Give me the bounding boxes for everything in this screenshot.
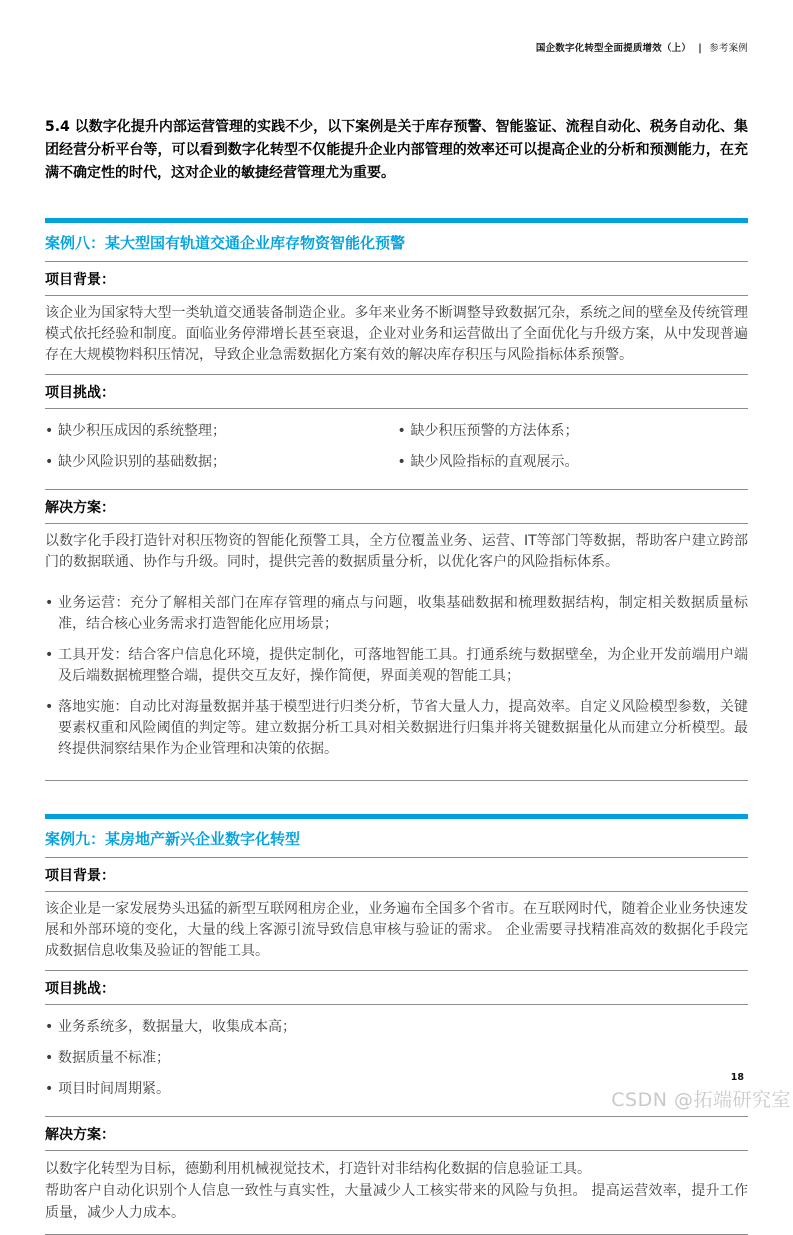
challenges-right-column [396, 409, 749, 489]
solution-item: • 业务运营：充分了解相关部门在库存管理的痛点与问题，收集基础数据和梳理数据结构，制定相关数据质量标准，结合核心业务需求打造智能化应用场景； [45, 593, 748, 635]
challenges-left-column [45, 409, 396, 489]
solution-bullet-list [45, 581, 748, 776]
challenge-item: • 项目时间周期紧。 [45, 1079, 748, 1100]
case-8-challenges-list [45, 409, 748, 490]
challenge-item: • 数据质量不标准； [45, 1048, 748, 1069]
challenge-item: • 缺少风险识别的基础数据； [45, 452, 396, 473]
case-8-challenges-heading: 项目挑战： [45, 375, 748, 409]
solution-item: • 工具开发：结合客户信息化环境，提供定制化，可落地智能工具。打通系统与数据壁垒，为企业开发前端用户端及后端数据梳理整合端，提供交互友好，操作简便，界面美观的智能工具； [45, 645, 748, 687]
case-8-section [45, 218, 748, 781]
case-8-title: 案例八：某大型国有轨道交通企业库存物资智能化预警 [45, 223, 748, 262]
case-8-solution-heading: 解决方案： [45, 490, 748, 524]
challenge-item: • 缺少积压预警的方法体系； [398, 421, 749, 442]
solution-line: 帮助客户自动化识别个人信息一致性与真实性，大量减少人工核实带来的风险与负担。 提高运营效率，提升工作质量，减少人力成本。 [45, 1183, 748, 1221]
header-separator: | [698, 43, 702, 54]
solution-item: • 落地实施：自动比对海量数据并基于模型进行归类分析，节省大量人力，提高效率。自定义风险模型参数，关键要素权重和风险阈值的判定等。建立数据分析工具对相关数据进行归集并将关键数据量化从而建立分析模型。最终提供洞察结果作为企业管理和决策的依据。 [45, 697, 748, 760]
case-8-background-heading: 项目背景： [45, 262, 748, 296]
solution-intro-text: 以数字化手段打造针对积压物资的智能化预警工具，全方位覆盖业务、运营、IT等部门等数据，帮助客户建立跨部门的数据联通、协作与升级。同时，提供完善的数据质量分析，以优化客户的风险指标体系。 [45, 533, 748, 570]
case-9-challenges-heading: 项目挑战： [45, 971, 748, 1005]
report-title: 国企数字化转型全面提质增效（上） [535, 43, 692, 54]
challenge-item: • 业务系统多，数据量大，收集成本高； [45, 1017, 748, 1038]
case-9-solution-heading: 解决方案： [45, 1117, 748, 1151]
case-9-section [45, 814, 748, 1235]
header-section-label: 参考案例 [709, 43, 748, 54]
solution-line: 以数字化转型为目标，德勤利用机械视觉技术，打造针对非结构化数据的信息验证工具。 [45, 1161, 591, 1177]
case-9-background-heading: 项目背景： [45, 858, 748, 892]
page-number: 18 [730, 1072, 744, 1083]
case-8-solution-content [45, 524, 748, 781]
case-9-solution-content [45, 1151, 748, 1235]
challenge-item: • 缺少风险指标的直观展示。 [398, 452, 749, 473]
case-9-title: 案例九：某房地产新兴企业数字化转型 [45, 819, 748, 858]
intro-paragraph: 5.4 以数字化提升内部运营管理的实践不少，以下案例是关于库存预警、智能鉴证、流程自动化、税务自动化、集团经营分析平台等，可以看到数字化转型不仅能提升企业内部管理的效率还可以提高企业的分析和预测能力，在充满不确定性的时代，这对企业的敏捷经营管理尤为重要。 [45, 119, 748, 181]
watermark: CSDN @拓端研究室 [611, 1089, 791, 1111]
running-header [45, 40, 748, 54]
case-8-background-text: 该企业为国家特大型一类轨道交通装备制造企业。多年来业务不断调整导致数据冗杂，系统之间的壁垒及传统管理模式依托经验和制度。面临业务停滞增长甚至衰退，企业对业务和运营做出了全面优化与升级方案，从中发现普遍存在大规模物料积压情况，导致企业急需数据化方案有效的解决库存积压与风险指标体系预警。 [45, 296, 748, 375]
challenge-item: • 缺少积压成因的系统整理； [45, 421, 396, 442]
case-9-background-text: 该企业是一家发展势头迅猛的新型互联网租房企业，业务遍布全国多个省市。在互联网时代，随着企业业务快速发展和外部环境的变化，大量的线上客源引流导致信息审核与验证的需求。 企业需要寻找精准高效的数据化手段完成数据信息收集及验证的智能工具。 [45, 892, 748, 971]
